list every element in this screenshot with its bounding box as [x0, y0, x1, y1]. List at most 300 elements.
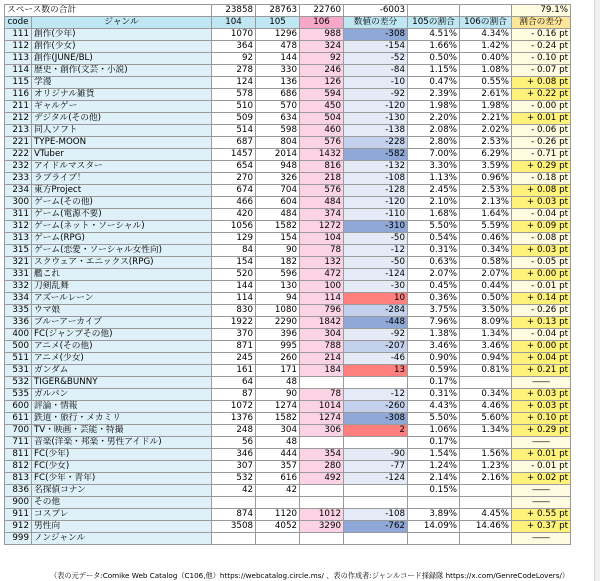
value-106-cell[interactable]: 246 — [300, 65, 344, 77]
diff-cell[interactable]: 2 — [344, 425, 408, 437]
ratio-diff-cell[interactable]: - 0.00 pt — [512, 101, 571, 113]
value-105-cell[interactable]: 326 — [256, 173, 300, 185]
value-104-cell[interactable]: 56 — [212, 437, 256, 449]
value-106-cell[interactable]: 3290 — [300, 521, 344, 533]
value-104-cell[interactable]: 687 — [212, 137, 256, 149]
genre-cell[interactable]: スクウェア・エニックス(RPG) — [32, 257, 212, 269]
value-106-cell[interactable]: 114 — [300, 293, 344, 305]
ratio-105-cell[interactable]: 0.45% — [408, 281, 460, 293]
diff-cell[interactable]: 10 — [344, 293, 408, 305]
ratio-diff-cell[interactable]: - 0.05 pt — [512, 257, 571, 269]
value-104-cell[interactable]: 114 — [212, 293, 256, 305]
value-104-cell[interactable]: 84 — [212, 245, 256, 257]
diff-cell[interactable]: -46 — [344, 353, 408, 365]
value-106-cell[interactable]: 104 — [300, 233, 344, 245]
summary-total-106[interactable]: 22760 — [300, 5, 344, 17]
diff-cell[interactable]: -138 — [344, 125, 408, 137]
value-104-cell[interactable]: 248 — [212, 425, 256, 437]
ratio-105-cell[interactable]: 14.09% — [408, 521, 460, 533]
diff-cell[interactable] — [344, 437, 408, 449]
value-104-cell[interactable]: 346 — [212, 449, 256, 461]
ratio-diff-cell[interactable]: - 0.18 pt — [512, 173, 571, 185]
code-cell[interactable]: 212 — [5, 113, 32, 125]
diff-cell[interactable]: -207 — [344, 341, 408, 353]
ratio-diff-cell[interactable]: + 0.00 pt — [512, 269, 571, 281]
ratio-106-cell[interactable]: 1.64% — [460, 209, 512, 221]
ratio-105-cell[interactable]: 1.06% — [408, 425, 460, 437]
value-104-cell[interactable]: 674 — [212, 185, 256, 197]
diff-cell[interactable]: -228 — [344, 137, 408, 149]
ratio-106-cell[interactable] — [460, 497, 512, 509]
ratio-106-cell[interactable] — [460, 377, 512, 389]
value-106-cell[interactable] — [300, 485, 344, 497]
value-105-cell[interactable]: 182 — [256, 257, 300, 269]
genre-cell[interactable]: 創作(少女) — [32, 41, 212, 53]
ratio-diff-cell[interactable]: ―― — [512, 437, 571, 449]
ratio-106-cell[interactable]: 2.21% — [460, 113, 512, 125]
value-106-cell[interactable]: 576 — [300, 137, 344, 149]
genre-cell[interactable]: FC(少年) — [32, 449, 212, 461]
genre-cell[interactable]: ガンダム — [32, 365, 212, 377]
code-cell[interactable]: 912 — [5, 521, 32, 533]
value-104-cell[interactable]: 420 — [212, 209, 256, 221]
code-cell[interactable]: 532 — [5, 377, 32, 389]
genre-cell[interactable]: ブルーアーカイブ — [32, 317, 212, 329]
value-104-cell[interactable]: 1056 — [212, 221, 256, 233]
diff-cell[interactable]: -762 — [344, 521, 408, 533]
value-104-cell[interactable]: 871 — [212, 341, 256, 353]
ratio-106-cell[interactable]: 3.46% — [460, 341, 512, 353]
genre-cell[interactable]: FC(少女) — [32, 461, 212, 473]
ratio-diff-cell[interactable]: + 0.14 pt — [512, 293, 571, 305]
value-105-cell[interactable]: 444 — [256, 449, 300, 461]
genre-cell[interactable]: 名探偵コナン — [32, 485, 212, 497]
ratio-diff-cell[interactable]: + 0.03 pt — [512, 197, 571, 209]
value-105-cell[interactable]: 396 — [256, 329, 300, 341]
ratio-105-cell[interactable] — [408, 497, 460, 509]
code-cell[interactable]: 233 — [5, 173, 32, 185]
value-106-cell[interactable]: 132 — [300, 257, 344, 269]
ratio-105-cell[interactable]: 7.00% — [408, 149, 460, 161]
value-105-cell[interactable]: 478 — [256, 41, 300, 53]
ratio-diff-cell[interactable]: + 0.29 pt — [512, 425, 571, 437]
code-cell[interactable]: 836 — [5, 485, 32, 497]
ratio-105-cell[interactable]: 0.36% — [408, 293, 460, 305]
value-104-cell[interactable]: 42 — [212, 485, 256, 497]
genre-cell[interactable]: ゲーム(恋愛・ソーシャル女性向) — [32, 245, 212, 257]
code-cell[interactable]: 600 — [5, 401, 32, 413]
genre-cell[interactable]: TIGER&BUNNY — [32, 377, 212, 389]
diff-cell[interactable]: -448 — [344, 317, 408, 329]
value-105-cell[interactable]: 90 — [256, 389, 300, 401]
ratio-106-cell[interactable] — [460, 437, 512, 449]
value-106-cell[interactable] — [300, 437, 344, 449]
value-106-cell[interactable]: 1842 — [300, 317, 344, 329]
genre-cell[interactable]: 艦これ — [32, 269, 212, 281]
code-cell[interactable]: 232 — [5, 161, 32, 173]
ratio-106-cell[interactable]: 4.45% — [460, 509, 512, 521]
code-cell[interactable]: 221 — [5, 137, 32, 149]
header-diff[interactable]: 数値の差分 — [344, 17, 408, 29]
genre-cell[interactable]: アニメ(少女) — [32, 353, 212, 365]
value-106-cell[interactable]: 78 — [300, 245, 344, 257]
code-cell[interactable]: 900 — [5, 497, 32, 509]
value-106-cell[interactable]: 1014 — [300, 401, 344, 413]
summary-label[interactable]: スペース数の合計 — [5, 5, 212, 17]
code-cell[interactable]: 312 — [5, 221, 32, 233]
value-106-cell[interactable]: 100 — [300, 281, 344, 293]
ratio-106-cell[interactable]: 1.08% — [460, 65, 512, 77]
value-104-cell[interactable]: 520 — [212, 269, 256, 281]
diff-cell[interactable]: -132 — [344, 161, 408, 173]
code-cell[interactable]: 511 — [5, 353, 32, 365]
diff-cell[interactable]: -77 — [344, 461, 408, 473]
ratio-106-cell[interactable]: 2.13% — [460, 197, 512, 209]
ratio-106-cell[interactable]: 2.53% — [460, 185, 512, 197]
diff-cell[interactable]: -90 — [344, 449, 408, 461]
value-106-cell[interactable]: 280 — [300, 461, 344, 473]
ratio-diff-cell[interactable]: + 0.09 pt — [512, 221, 571, 233]
value-106-cell[interactable]: 306 — [300, 425, 344, 437]
value-105-cell[interactable]: 604 — [256, 197, 300, 209]
ratio-105-cell[interactable]: 3.30% — [408, 161, 460, 173]
ratio-106-cell[interactable] — [460, 485, 512, 497]
diff-cell[interactable] — [344, 485, 408, 497]
value-105-cell[interactable]: 1582 — [256, 413, 300, 425]
ratio-105-cell[interactable]: 2.08% — [408, 125, 460, 137]
value-104-cell[interactable]: 124 — [212, 77, 256, 89]
genre-cell[interactable]: FC(ジャンプその他) — [32, 329, 212, 341]
value-104-cell[interactable]: 578 — [212, 89, 256, 101]
ratio-diff-cell[interactable]: + 0.55 pt — [512, 509, 571, 521]
ratio-diff-cell[interactable]: - 0.26 pt — [512, 305, 571, 317]
ratio-105-cell[interactable] — [408, 533, 460, 545]
ratio-diff-cell[interactable]: + 0.08 pt — [512, 77, 571, 89]
code-cell[interactable]: 334 — [5, 293, 32, 305]
genre-cell[interactable]: FC(少年・青年) — [32, 473, 212, 485]
genre-cell[interactable]: 創作(少年) — [32, 29, 212, 41]
value-106-cell[interactable]: 374 — [300, 209, 344, 221]
value-105-cell[interactable]: 136 — [256, 77, 300, 89]
ratio-diff-cell[interactable]: - 0.04 pt — [512, 209, 571, 221]
value-104-cell[interactable]: 1070 — [212, 29, 256, 41]
value-104-cell[interactable] — [212, 497, 256, 509]
ratio-106-cell[interactable]: 0.55% — [460, 77, 512, 89]
value-106-cell[interactable]: 304 — [300, 329, 344, 341]
value-104-cell[interactable]: 144 — [212, 281, 256, 293]
ratio-diff-cell[interactable]: ―― — [512, 497, 571, 509]
ratio-105-cell[interactable]: 2.14% — [408, 473, 460, 485]
genre-cell[interactable]: ラブライブ！ — [32, 173, 212, 185]
ratio-106-cell[interactable]: 4.46% — [460, 401, 512, 413]
value-106-cell[interactable]: 816 — [300, 161, 344, 173]
ratio-105-cell[interactable]: 2.39% — [408, 89, 460, 101]
value-105-cell[interactable]: 804 — [256, 137, 300, 149]
header-ratio-106[interactable]: 106の割合 — [460, 17, 512, 29]
genre-cell[interactable]: ギャルゲー — [32, 101, 212, 113]
value-105-cell[interactable]: 634 — [256, 113, 300, 125]
value-104-cell[interactable]: 532 — [212, 473, 256, 485]
genre-cell[interactable]: ガルパン — [32, 389, 212, 401]
value-105-cell[interactable]: 948 — [256, 161, 300, 173]
ratio-105-cell[interactable]: 1.15% — [408, 65, 460, 77]
code-cell[interactable]: 911 — [5, 509, 32, 521]
ratio-105-cell[interactable]: 1.54% — [408, 449, 460, 461]
genre-cell[interactable]: その他 — [32, 497, 212, 509]
diff-cell[interactable]: 13 — [344, 365, 408, 377]
value-105-cell[interactable]: 995 — [256, 341, 300, 353]
value-106-cell[interactable] — [300, 377, 344, 389]
ratio-diff-cell[interactable]: + 0.00 pt — [512, 341, 571, 353]
code-cell[interactable]: 336 — [5, 317, 32, 329]
ratio-105-cell[interactable]: 0.63% — [408, 257, 460, 269]
ratio-106-cell[interactable]: 4.34% — [460, 29, 512, 41]
value-104-cell[interactable]: 510 — [212, 101, 256, 113]
genre-cell[interactable]: 音楽(洋楽・邦楽・男性アイドル) — [32, 437, 212, 449]
ratio-106-cell[interactable]: 2.61% — [460, 89, 512, 101]
diff-cell[interactable] — [344, 533, 408, 545]
value-105-cell[interactable]: 90 — [256, 245, 300, 257]
genre-cell[interactable]: 鉄道・旅行・メカミリ — [32, 413, 212, 425]
ratio-105-cell[interactable]: 1.68% — [408, 209, 460, 221]
value-104-cell[interactable]: 3508 — [212, 521, 256, 533]
code-cell[interactable]: 311 — [5, 209, 32, 221]
ratio-105-cell[interactable]: 0.90% — [408, 353, 460, 365]
ratio-105-cell[interactable]: 7.96% — [408, 317, 460, 329]
value-104-cell[interactable]: 87 — [212, 389, 256, 401]
ratio-105-cell[interactable]: 0.15% — [408, 485, 460, 497]
value-104-cell[interactable]: 245 — [212, 353, 256, 365]
value-106-cell[interactable] — [300, 533, 344, 545]
value-104-cell[interactable]: 154 — [212, 257, 256, 269]
ratio-diff-cell[interactable]: + 0.03 pt — [512, 389, 571, 401]
code-cell[interactable]: 213 — [5, 125, 32, 137]
ratio-106-cell[interactable]: 6.29% — [460, 149, 512, 161]
ratio-105-cell[interactable]: 0.17% — [408, 437, 460, 449]
summary-total-ratio[interactable]: 79.1% — [512, 5, 571, 17]
ratio-106-cell[interactable]: 0.94% — [460, 353, 512, 365]
scrollbar[interactable] — [594, 0, 600, 581]
diff-cell[interactable]: -108 — [344, 509, 408, 521]
diff-cell[interactable]: -52 — [344, 53, 408, 65]
diff-cell[interactable]: -310 — [344, 221, 408, 233]
ratio-105-cell[interactable]: 3.75% — [408, 305, 460, 317]
ratio-diff-cell[interactable]: - 0.08 pt — [512, 233, 571, 245]
header-104[interactable]: 104 — [212, 17, 256, 29]
value-104-cell[interactable]: 654 — [212, 161, 256, 173]
ratio-diff-cell[interactable]: - 0.06 pt — [512, 125, 571, 137]
value-105-cell[interactable]: 598 — [256, 125, 300, 137]
header-106[interactable]: 106 — [300, 17, 344, 29]
value-106-cell[interactable]: 472 — [300, 269, 344, 281]
code-cell[interactable]: 331 — [5, 269, 32, 281]
ratio-diff-cell[interactable]: ―― — [512, 377, 571, 389]
ratio-105-cell[interactable]: 0.50% — [408, 53, 460, 65]
value-106-cell[interactable]: 354 — [300, 449, 344, 461]
ratio-105-cell[interactable]: 0.59% — [408, 365, 460, 377]
code-cell[interactable]: 335 — [5, 305, 32, 317]
value-104-cell[interactable]: 307 — [212, 461, 256, 473]
diff-cell[interactable]: -50 — [344, 233, 408, 245]
value-106-cell[interactable]: 450 — [300, 101, 344, 113]
genre-cell[interactable]: TYPE-MOON — [32, 137, 212, 149]
ratio-105-cell[interactable]: 2.10% — [408, 197, 460, 209]
ratio-106-cell[interactable]: 1.98% — [460, 101, 512, 113]
diff-cell[interactable]: -120 — [344, 101, 408, 113]
genre-cell[interactable]: アズールレーン — [32, 293, 212, 305]
value-105-cell[interactable]: 1582 — [256, 221, 300, 233]
diff-cell[interactable]: -154 — [344, 41, 408, 53]
value-105-cell[interactable]: 1274 — [256, 401, 300, 413]
diff-cell[interactable]: -110 — [344, 209, 408, 221]
ratio-diff-cell[interactable]: - 0.01 pt — [512, 461, 571, 473]
ratio-diff-cell[interactable]: + 0.02 pt — [512, 473, 571, 485]
ratio-diff-cell[interactable]: - 0.26 pt — [512, 137, 571, 149]
ratio-diff-cell[interactable]: + 0.04 pt — [512, 353, 571, 365]
code-cell[interactable]: 112 — [5, 41, 32, 53]
ratio-106-cell[interactable]: 1.23% — [460, 461, 512, 473]
header-genre[interactable]: ジャンル — [32, 17, 212, 29]
genre-cell[interactable]: 刀剣乱舞 — [32, 281, 212, 293]
diff-cell[interactable]: -260 — [344, 401, 408, 413]
value-106-cell[interactable] — [300, 497, 344, 509]
value-106-cell[interactable]: 92 — [300, 53, 344, 65]
ratio-diff-cell[interactable]: + 0.08 pt — [512, 185, 571, 197]
diff-cell[interactable]: -582 — [344, 149, 408, 161]
value-105-cell[interactable]: 484 — [256, 209, 300, 221]
genre-cell[interactable]: ゲーム(その他) — [32, 197, 212, 209]
ratio-diff-cell[interactable]: - 0.16 pt — [512, 29, 571, 41]
code-cell[interactable]: 315 — [5, 245, 32, 257]
value-106-cell[interactable]: 184 — [300, 365, 344, 377]
ratio-105-cell[interactable]: 3.46% — [408, 341, 460, 353]
value-105-cell[interactable]: 330 — [256, 65, 300, 77]
code-cell[interactable]: 531 — [5, 365, 32, 377]
ratio-106-cell[interactable]: 0.34% — [460, 389, 512, 401]
ratio-105-cell[interactable]: 1.38% — [408, 329, 460, 341]
ratio-105-cell[interactable]: 4.51% — [408, 29, 460, 41]
value-104-cell[interactable]: 64 — [212, 377, 256, 389]
value-105-cell[interactable]: 48 — [256, 377, 300, 389]
value-106-cell[interactable]: 126 — [300, 77, 344, 89]
ratio-diff-cell[interactable]: - 0.10 pt — [512, 53, 571, 65]
diff-cell[interactable]: -12 — [344, 245, 408, 257]
value-106-cell[interactable]: 484 — [300, 197, 344, 209]
ratio-105-cell[interactable]: 4.43% — [408, 401, 460, 413]
diff-cell[interactable]: -92 — [344, 89, 408, 101]
value-106-cell[interactable]: 576 — [300, 185, 344, 197]
ratio-diff-cell[interactable]: + 0.10 pt — [512, 413, 571, 425]
value-104-cell[interactable]: 1922 — [212, 317, 256, 329]
ratio-diff-cell[interactable]: + 0.13 pt — [512, 317, 571, 329]
value-105-cell[interactable]: 260 — [256, 353, 300, 365]
code-cell[interactable]: 535 — [5, 389, 32, 401]
diff-cell[interactable]: -128 — [344, 185, 408, 197]
ratio-105-cell[interactable]: 5.50% — [408, 221, 460, 233]
ratio-106-cell[interactable]: 1.34% — [460, 329, 512, 341]
value-105-cell[interactable]: 686 — [256, 89, 300, 101]
diff-cell[interactable]: -308 — [344, 29, 408, 41]
code-cell[interactable]: 116 — [5, 89, 32, 101]
genre-cell[interactable]: コスプレ — [32, 509, 212, 521]
ratio-diff-cell[interactable]: ―― — [512, 533, 571, 545]
value-105-cell[interactable]: 144 — [256, 53, 300, 65]
code-cell[interactable]: 811 — [5, 449, 32, 461]
genre-cell[interactable]: ゲーム(ネット・ソーシャル) — [32, 221, 212, 233]
ratio-diff-cell[interactable]: + 0.22 pt — [512, 89, 571, 101]
diff-cell[interactable]: -284 — [344, 305, 408, 317]
value-104-cell[interactable]: 509 — [212, 113, 256, 125]
ratio-106-cell[interactable]: 0.50% — [460, 293, 512, 305]
header-code[interactable]: code — [5, 17, 32, 29]
ratio-106-cell[interactable]: 1.56% — [460, 449, 512, 461]
ratio-105-cell[interactable]: 1.13% — [408, 173, 460, 185]
diff-cell[interactable]: -124 — [344, 473, 408, 485]
value-104-cell[interactable]: 161 — [212, 365, 256, 377]
value-104-cell[interactable]: 514 — [212, 125, 256, 137]
code-cell[interactable]: 313 — [5, 233, 32, 245]
code-cell[interactable]: 500 — [5, 341, 32, 353]
ratio-105-cell[interactable]: 0.47% — [408, 77, 460, 89]
diff-cell[interactable]: -92 — [344, 329, 408, 341]
value-106-cell[interactable]: 988 — [300, 29, 344, 41]
value-104-cell[interactable]: 1376 — [212, 413, 256, 425]
value-106-cell[interactable]: 214 — [300, 353, 344, 365]
value-105-cell[interactable] — [256, 497, 300, 509]
ratio-106-cell[interactable]: 2.16% — [460, 473, 512, 485]
genre-cell[interactable]: ゲーム(電源不要) — [32, 209, 212, 221]
ratio-106-cell[interactable]: 14.46% — [460, 521, 512, 533]
ratio-105-cell[interactable]: 0.17% — [408, 377, 460, 389]
genre-cell[interactable]: アイドルマスター — [32, 161, 212, 173]
genre-cell[interactable]: アニメ(その他) — [32, 341, 212, 353]
value-106-cell[interactable]: 504 — [300, 113, 344, 125]
diff-cell[interactable]: -124 — [344, 269, 408, 281]
value-106-cell[interactable]: 796 — [300, 305, 344, 317]
value-106-cell[interactable]: 1012 — [300, 509, 344, 521]
value-105-cell[interactable]: 42 — [256, 485, 300, 497]
value-105-cell[interactable]: 2014 — [256, 149, 300, 161]
ratio-diff-cell[interactable]: - 0.24 pt — [512, 41, 571, 53]
header-ratio-diff[interactable]: 割合の差分 — [512, 17, 571, 29]
value-104-cell[interactable]: 830 — [212, 305, 256, 317]
ratio-106-cell[interactable]: 1.42% — [460, 41, 512, 53]
code-cell[interactable]: 400 — [5, 329, 32, 341]
value-106-cell[interactable]: 78 — [300, 389, 344, 401]
genre-cell[interactable]: ノンジャンル — [32, 533, 212, 545]
genre-cell[interactable]: TV・映画・芸能・特撮 — [32, 425, 212, 437]
value-105-cell[interactable]: 4052 — [256, 521, 300, 533]
value-105-cell[interactable]: 1120 — [256, 509, 300, 521]
ratio-106-cell[interactable]: 2.53% — [460, 137, 512, 149]
ratio-106-cell[interactable]: 0.44% — [460, 281, 512, 293]
ratio-105-cell[interactable]: 2.07% — [408, 269, 460, 281]
genre-cell[interactable]: オリジナル雑貨 — [32, 89, 212, 101]
value-106-cell[interactable]: 788 — [300, 341, 344, 353]
code-cell[interactable]: 300 — [5, 197, 32, 209]
code-cell[interactable]: 115 — [5, 77, 32, 89]
value-105-cell[interactable]: 2290 — [256, 317, 300, 329]
value-106-cell[interactable]: 218 — [300, 173, 344, 185]
value-104-cell[interactable]: 129 — [212, 233, 256, 245]
ratio-diff-cell[interactable]: + 0.29 pt — [512, 161, 571, 173]
header-105[interactable]: 105 — [256, 17, 300, 29]
value-104-cell[interactable]: 370 — [212, 329, 256, 341]
ratio-105-cell[interactable]: 1.24% — [408, 461, 460, 473]
genre-cell[interactable]: デジタル(その他) — [32, 113, 212, 125]
value-105-cell[interactable]: 154 — [256, 233, 300, 245]
ratio-diff-cell[interactable]: - 0.04 pt — [512, 329, 571, 341]
